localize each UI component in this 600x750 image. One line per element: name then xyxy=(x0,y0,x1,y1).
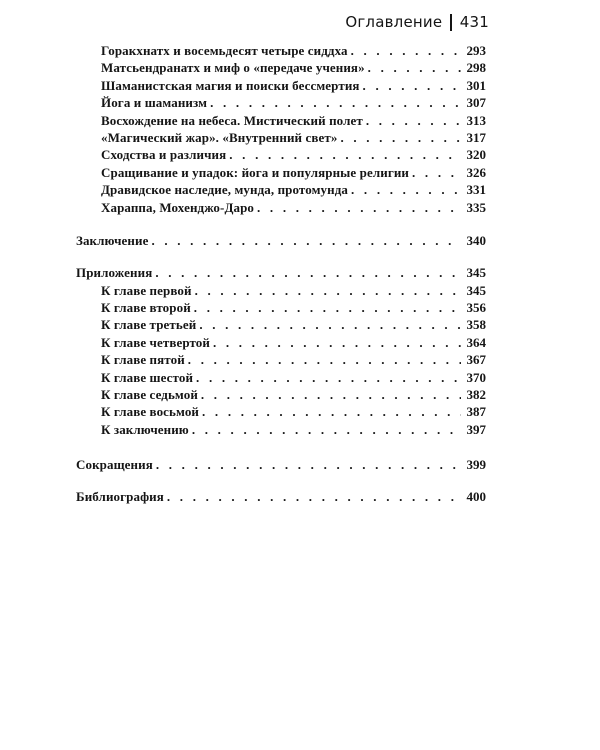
toc-entry-label: К главе восьмой xyxy=(101,404,200,420)
toc-entry-label: Приложения xyxy=(76,265,153,281)
toc-entry xyxy=(76,129,486,146)
dot-leader xyxy=(351,181,461,198)
dot-leader xyxy=(167,488,461,505)
toc-entry-page: 345 xyxy=(466,282,486,298)
toc-entry-conclusion xyxy=(76,232,486,249)
toc-entry-label: К главе первой xyxy=(101,282,192,298)
toc-entry-label: К главе седьмой xyxy=(101,387,198,403)
toc-entry-bibliography xyxy=(76,488,486,505)
toc-entry-label: Шаманистская магия и поиски бессмертия xyxy=(101,77,360,93)
toc-entry-page: 358 xyxy=(466,317,486,333)
header-divider xyxy=(450,14,452,31)
toc-entry-label: Библиография xyxy=(76,488,164,504)
dot-leader xyxy=(412,164,461,181)
dot-leader xyxy=(351,42,461,59)
toc-entry xyxy=(76,199,486,216)
dot-leader xyxy=(188,351,461,368)
toc-entry-label: Сходства и различия xyxy=(101,147,227,163)
toc-entry xyxy=(76,94,486,111)
toc-entry-page: 298 xyxy=(466,60,486,76)
dot-leader xyxy=(201,386,461,403)
toc-entry-page: 331 xyxy=(466,182,486,198)
toc-entry-label: Дравидское наследие, мунда, протомунда xyxy=(101,182,349,198)
dot-leader xyxy=(210,94,461,111)
toc-entry xyxy=(76,112,486,129)
dot-leader xyxy=(340,129,461,146)
dot-leader xyxy=(202,403,461,420)
toc-entry-page: 387 xyxy=(466,404,486,420)
toc-entry-label: К главе второй xyxy=(101,300,191,316)
toc-entry-label: Восхождение на небеса. Мистический полет xyxy=(101,112,363,128)
toc-entry-label: «Магический жар». «Внутренний свет» xyxy=(101,129,338,145)
toc-entry-page: 301 xyxy=(466,77,486,93)
toc-group-appendix-chapters xyxy=(76,282,486,439)
toc-entry xyxy=(76,181,486,198)
toc-entry-label: К главе пятой xyxy=(101,352,185,368)
toc-entry-label: Горакхнатх и восемьдесят четыре сиддха xyxy=(101,43,348,58)
dot-leader xyxy=(151,232,461,249)
toc-entry-page: 335 xyxy=(466,199,486,215)
toc-entry xyxy=(76,282,486,299)
toc-entry-label: К заключению xyxy=(101,421,189,437)
toc-entry xyxy=(76,386,486,403)
dot-leader xyxy=(195,282,461,299)
dot-leader xyxy=(213,334,461,351)
toc-entry-page: 326 xyxy=(466,164,486,180)
dot-leader xyxy=(156,456,461,473)
toc-entry xyxy=(76,164,486,181)
dot-leader xyxy=(366,112,461,129)
dot-leader xyxy=(155,264,461,281)
toc-entry-page: 307 xyxy=(466,95,486,111)
running-header xyxy=(345,13,489,31)
toc-entry xyxy=(76,299,486,316)
toc-entry-page: 313 xyxy=(466,112,486,128)
toc-entry-page: 399 xyxy=(466,457,486,473)
toc-entry-label: Йога и шаманизм xyxy=(101,95,208,111)
dot-leader xyxy=(192,421,461,438)
toc-entry-page: 382 xyxy=(466,387,486,403)
toc-entry-page: 364 xyxy=(466,334,486,350)
dot-leader xyxy=(363,77,461,94)
toc-group-subsections xyxy=(76,42,486,216)
toc-entry xyxy=(76,42,486,59)
toc-entry-label: Сращивание и упадок: йога и популярные религии xyxy=(101,164,410,180)
toc-entry xyxy=(76,351,486,368)
dot-leader xyxy=(194,299,461,316)
toc-entry-label: К главе третьей xyxy=(101,317,197,333)
toc-entry-label: Сокращения xyxy=(76,457,153,473)
toc-entry-page: 367 xyxy=(466,352,486,368)
toc-entry-label: Заключение xyxy=(76,232,149,248)
toc-entry-label: Матсьендранатх и миф о «передаче учения» xyxy=(101,60,365,76)
toc-entry-page: 320 xyxy=(466,147,486,163)
toc-entry xyxy=(76,146,486,163)
toc-entry-label: К главе четвертой xyxy=(101,334,210,350)
toc-entry-page: 370 xyxy=(466,369,486,385)
toc-entry xyxy=(76,403,486,420)
dot-leader xyxy=(199,316,461,333)
toc-entry-page: 345 xyxy=(466,265,486,281)
dot-leader xyxy=(229,146,461,163)
toc-entry-abbreviations xyxy=(76,456,486,473)
toc-entry xyxy=(76,421,486,438)
toc-entry-page: 293 xyxy=(466,43,486,58)
toc-entry-page: 356 xyxy=(466,300,486,316)
toc-entry xyxy=(76,316,486,333)
toc-entry-page: 317 xyxy=(466,129,486,145)
toc-entry xyxy=(76,334,486,351)
header-page-number: 431 xyxy=(459,13,489,31)
toc-entry xyxy=(76,77,486,94)
toc-entry-page: 400 xyxy=(466,488,486,504)
toc-entry-label: Хараппа, Мохенджо-Даро xyxy=(101,199,255,215)
dot-leader xyxy=(257,199,461,216)
toc-entry-page: 397 xyxy=(466,421,486,437)
header-section-title: Оглавление xyxy=(345,13,443,31)
table-of-contents xyxy=(76,42,486,505)
toc-entry xyxy=(76,59,486,76)
dot-leader xyxy=(196,369,461,386)
toc-entry-label: К главе шестой xyxy=(101,369,194,385)
toc-entry-appendices xyxy=(76,264,486,281)
toc-entry-page: 340 xyxy=(466,232,486,248)
toc-entry xyxy=(76,369,486,386)
dot-leader xyxy=(368,59,461,76)
